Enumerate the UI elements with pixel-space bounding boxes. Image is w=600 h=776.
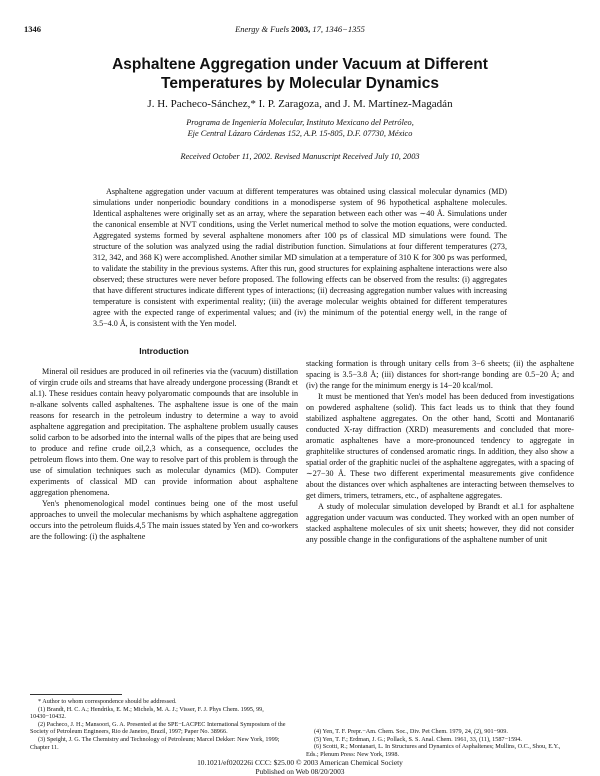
footnote-item: (6) Scotti, R.; Montanari, L. In Structures and Dynamics of Asphaltenes; Mullins, O.C., Shou, E.Y., Eds.; Plenum Press: New York, 1998. — [306, 743, 561, 758]
journal-name: Energy & Fuels — [235, 24, 290, 34]
footnote-item: * Author to whom correspondence should be addressed. — [38, 698, 177, 705]
publication-date: Published on Web 08/20/2003 — [255, 767, 345, 776]
abstract: Asphaltene aggregation under vacuum at different temperatures was obtained using classical molecular dynamics (MD) simulations under nonperiodic boundary conditions in a monodisperse system of 96 hypothetical asphaltene molecules. Identical asphaltenes were originally set as an array, where the separation between each other was ∼40 Å. Simulations under the canonical ensemble at NVT conditions, using the Verlet numerical method to solve the motion equations, were conducted. Aggregated systems formed by several asphaltene monomers after 100 ps of classical MD simulations were found. The structure of the solution was analyzed using the radial distribution function. Simulations at four different temperatures (273, 312, 342, and 368 K) were accomplished. Another similar MD simulation at a temperature of 310 K for 300 ps was performed, to validate the stability in the previous systems. After this run, good structures for explaining asphaltene interactions were also observed; these structures were never before proposed. The following effects can be observed from the results: (i) aggregates that have different structures indicate different types of interactions; (ii) decreasing aggregation number values with increasing temperature is consistent with experimental reality; (iii) the average molecular weights obtained for different temperatures agree with the expected range of experimental values; and (iv) the minimum of the potential energy well, in the range of 3.5−4.0 Å, is consistent with the Yen model. — [93, 187, 507, 328]
right-paragraph-2: It must be mentioned that Yen's model has been deduced from investigations on powdered asphaltene (solid). This fact leads us to think that they found stabilized asphaltene aggregates. On the other hand, Scotti and Montanari6 conducted X-ray diffraction (XRD) measurements and concluded that more-aromatic asphaltenes have a more-pronounced tendency to aggregate in graphitelike structures of condensed aromatic rings. In addition, they also show a spatial order of the graphitic nuclei of the asphaltene aggregates, with a spacing of ∼27−30 Å. These two different experimental measurements give confidence about the distances over which asphaltenes are interacting between themselves to get dimers, trimers, tetramers, etc., of asphaltene aggregates. — [306, 392, 574, 500]
intro-paragraph-1: Mineral oil residues are produced in oil refineries via the (vacuum) distillation of virgin crude oils and streams that have already undergone processing (Brandt et al.1). These residues contain heavy polyaromatic compounds that are insoluble in n-alkane solvents called asphaltenes. The asphaltene issue is one of the main reasons for research in the petroleum industry to determine a way to avoid asphaltene aggregation and precipitation. The asphaltene problem usually causes solid carbon to be adsorbed into the internal walls of the pipes that are being used to produce and refine crude oil,2,3 which, as a consequence, occludes the petroleum flows into them. One way to resolve part of this problem is through the use of simulation techniques such as molecular dynamics (MD). Computer experiments of classical MD can provide information about asphaltene aggregation phenomena. — [30, 367, 298, 497]
paper-title — [60, 55, 540, 93]
journal-pages: 1346−1355 — [325, 24, 365, 34]
footnotes-right — [306, 728, 574, 758]
section-heading-introduction: Introduction — [139, 346, 189, 356]
right-column — [306, 358, 574, 545]
footnotes-left — [30, 694, 298, 751]
journal-citation — [0, 24, 600, 34]
left-column — [30, 346, 298, 542]
title-line-1: Asphaltene Aggregation under Vacuum at Different — [112, 56, 488, 73]
right-paragraph-1: stacking formation is through unitary cells from 3−6 sheets; (ii) the asphaltene spacing is 3.5−3.8 Å; (iii) distances for short-range bonding are 0.5−20 Å; and (iv) the range for the minimum energy is 14−20 kcal/mol. — [306, 359, 574, 390]
affiliation-line-2: Eje Central Lázaro Cárdenas 152, A.P. 15-805, D.F. 07730, México — [187, 129, 413, 138]
footnote-item: (2) Pacheco, J. H.; Mansoori, G. A. Presented at the SPE−LACPEC International Symposium of the Society of Petroleum Engineers, Rio de Janeiro, Brazil, 1997; Paper No. 38966. — [30, 720, 286, 736]
journal-year: 2003, — [291, 24, 311, 34]
author-list: J. H. Pacheco-Sánchez,* I. P. Zaragoza, and J. M. Martínez-Magadán — [147, 98, 453, 110]
page-footer — [0, 758, 600, 776]
footnote-item: (5) Yen, T. F.; Erdman, J. G.; Pollack, S. S. Anal. Chem. 1961, 33, (11), 1587−1594. — [314, 735, 522, 743]
footnote-rule — [30, 694, 122, 695]
intro-paragraph-2: Yen's phenomenological model continues being one of the most useful approaches to unveil the molecular mechanisms by which asphaltene aggregation occurs into the petroleum fluids.4,5 The main issues stated by Yen and co-workers are the following: (i) the asphaltene — [30, 499, 298, 541]
footnote-item: (1) Brandt, H. C. A.; Hendriks, E. M.; Michels, M. A. J.; Visser, F. J. Phys Chem. 1995, 99, 10430−10432. — [30, 705, 264, 721]
title-line-2: Temperatures by Molecular Dynamics — [161, 75, 439, 92]
footnote-item: (3) Speight, J. G. The Chemistry and Technology of Petroleum; Marcel Dekker: New York, 1999; Chapter 11. — [30, 735, 280, 751]
right-paragraph-3: A study of molecular simulation developed by Brandt et al.1 for asphaltene aggregation under vacuum was conducted. They worked with an open number of stacked asphaltene molecules of six unit sheets; however, they did not consider any possible change in the configurations of the asphaltene number of unit — [306, 502, 574, 544]
journal-volume: 17, — [312, 24, 324, 34]
affiliation — [0, 117, 600, 139]
doi-copyright: 10.1021/ef020226i CCC: $25.00 © 2003 American Chemical Society — [197, 758, 403, 767]
received-dates: Received October 11, 2002. Revised Manuscript Received July 10, 2003 — [180, 152, 420, 161]
affiliation-line-1: Programa de Ingeniería Molecular, Instituto Mexicano del Petróleo, — [186, 118, 414, 127]
page-number: 1346 — [24, 24, 41, 34]
footnote-item: (4) Yen, T. F. Prepr.−Am. Chem. Soc., Div. Pet Chem. 1979, 24, (2), 901−909. — [314, 728, 508, 735]
